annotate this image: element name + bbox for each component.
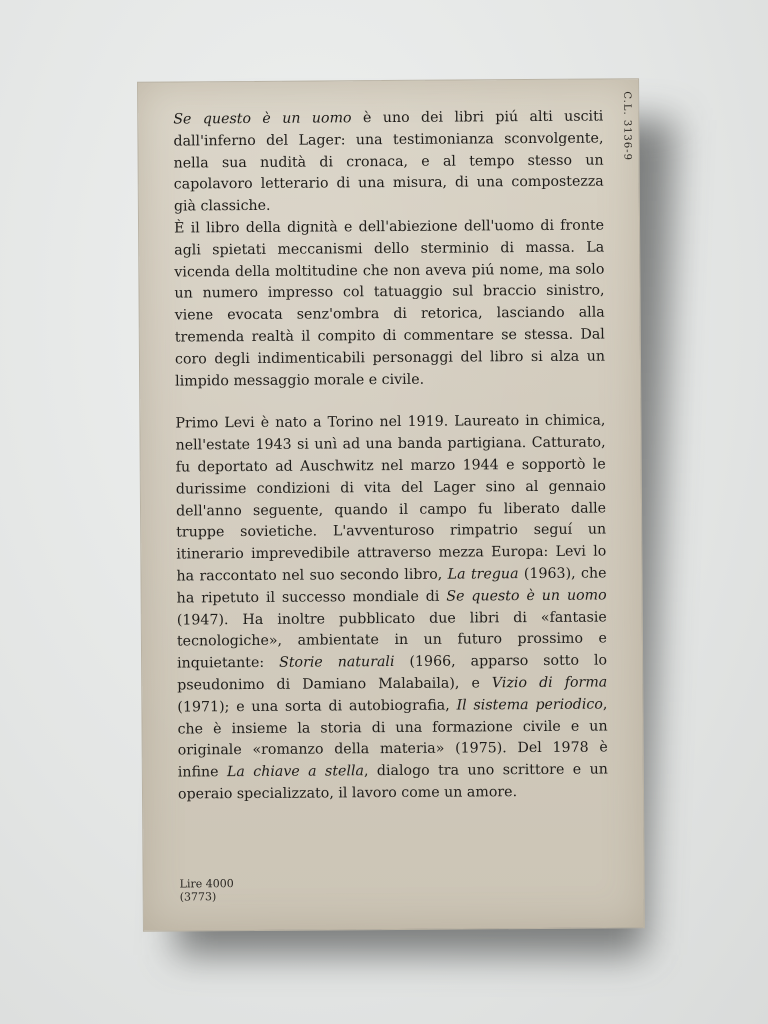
- bio-title-sistema-periodico: Il sistema periodico: [456, 696, 603, 714]
- blurb-text: [173, 107, 608, 807]
- bio-title-vizio-di-forma: Vizio di forma: [491, 674, 608, 692]
- paragraph-1-text: è uno dei libri piú alti usciti dall'inferno del Lager: una testimonianza sconvolgente, nella sua nudità di cronaca, e al tempo stesso un capolavoro letterario di una misura, di una compostezza già classiche.: [173, 108, 604, 215]
- bio-text-7: , dialogo tra uno scrittore e un operaio specializzato, il lavoro come un amore.: [177, 761, 608, 803]
- blurb-paragraph-2: È il libro della dignità e dell'abiezione dell'uomo di fronte agli spietati meccanismi dello sterminio di massa. La vicenda della moltitudine che non aveva piú nome, ma solo un numero impresso col tatuaggio sul braccio sinistro, viene evocata senz'ombra di retorica, lasciando alla tremenda realtà il compito di commentare se stessa. Dal coro degli indimenticabili personaggi del libro si alza un limpido messaggio morale e civile.: [174, 217, 606, 390]
- catalog-code: C.L. 3136-9: [621, 91, 633, 162]
- price-label: [180, 877, 234, 903]
- bio-text-5: (1971); e una sorta di autobiografia,: [177, 697, 457, 716]
- bio-title-chiave-a-stella: La chiave a stella: [226, 763, 365, 781]
- bio-title-storie-naturali: Storie naturali: [279, 654, 395, 671]
- bio-text-4: (1966, apparso sotto lo pseudonimo di Damiano Malabaila), e: [177, 652, 608, 694]
- bio-title-la-tregua: La tregua: [447, 566, 519, 583]
- blurb-paragraph-1: [173, 107, 604, 219]
- bio-title-se-questo: Se questo è un uomo: [446, 587, 607, 605]
- price-text: Lire 4000: [179, 877, 234, 891]
- price-code: (3773): [179, 890, 217, 904]
- paragraph-gap: [175, 390, 605, 414]
- author-bio-paragraph: [175, 411, 608, 806]
- book-title-italic: Se questo è un uomo: [173, 110, 352, 128]
- bio-text-2: (1963), che ha ripetuto il successo mondiale di: [176, 565, 607, 607]
- book-back-cover: [137, 78, 645, 931]
- bio-text-3: (1947). Ha inoltre pubblicato due libri di «fantasie tecnologiche», ambientate in un futuro prossimo e inquietante:: [176, 609, 607, 672]
- bio-text-1: Primo Levi è nato a Torino nel 1919. Laureato in chimica, nell'estate 1943 si unì ad una banda partigiana. Catturato, fu deportato ad Auschwitz nel marzo 1944 e sopportò le durissime condizioni di vita del Lager sino al gennaio dell'anno seguente, quando il campo fu liberato dalle truppe sovietiche. L'avventuroso rimpatrio seguí un itinerario imprevedibile attraverso mezza Europa: Levi lo ha raccontato nel suo secondo libro,: [175, 412, 607, 585]
- bio-text-6: , che è insieme la storia di una formazione civile e un originale «romanzo della materia» (1975). Del 1978 è infine: [177, 696, 608, 781]
